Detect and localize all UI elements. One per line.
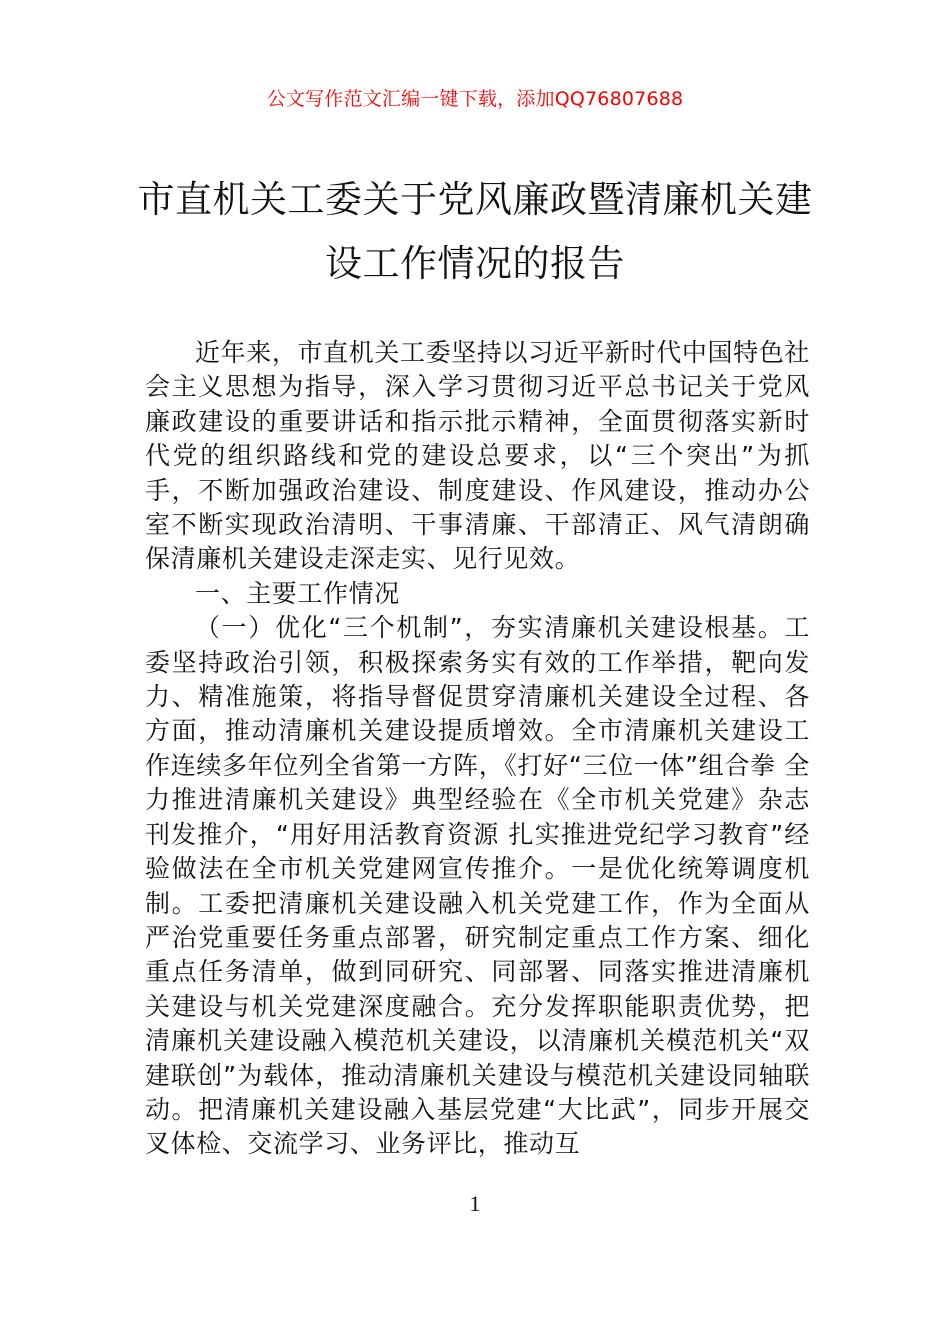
download-banner: 公文写作范文汇编一键下载，添加QQ76807688 bbox=[266, 88, 684, 110]
document-body bbox=[145, 336, 810, 1162]
body-paragraph: （一）优化“三个机制”，夯实清廉机关建设根基。工委坚持政治引领，积极探索务实有效的工作举措，靶向发力、精准施策，将指导督促贯穿清廉机关建设全过程、各方面，推动清廉机关建设提质增效。全市清廉机关建设工作连续多年位列全省第一方阵，《打好“三位一体”组合拳 全力推进清廉机关建设》典型经验在《全市机关党建》杂志刊发推介，“用好用活教育资源 扎实推进党纪学习教育”经验做法在全市机关党建网宣传推介。一是优化统筹调度机制。工委把清廉机关建设融入机关党建工作，作为全面从严治党重要任务重点部署，研究制定重点工作方案、细化重点任务清单，做到同研究、同部署、同落实推进清廉机关建设与机关党建深度融合。充分发挥职能职责优势，把清廉机关建设融入模范机关建设，以清廉机关模范机关“双建联创”为载体，推动清廉机关建设与模范机关建设同轴联动。把清廉机关建设融入基层党建“大比武”，同步开展交叉体检、交流学习、业务评比，推动互 bbox=[145, 613, 810, 1159]
page-number: 1 bbox=[469, 1191, 481, 1216]
body-paragraph: 近年来，市直机关工委坚持以习近平新时代中国特色社会主义思想为指导，深入学习贯彻习近平总书记关于党风廉政建设的重要讲话和指示批示精神，全面贯彻落实新时代党的组织路线和党的建设总要求，以“三个突出”为抓手，不断加强政治建设、制度建设、作风建设，推动办公室不断实现政治清明、干事清廉、干部清正、风气清朗确保清廉机关建设走深走实、见行见效。 bbox=[145, 338, 810, 574]
document-title: 市直机关工委关于党风廉政暨清廉机关建设工作情况的报告 bbox=[137, 178, 813, 285]
section-heading: 一、主要工作情况 bbox=[195, 578, 400, 608]
